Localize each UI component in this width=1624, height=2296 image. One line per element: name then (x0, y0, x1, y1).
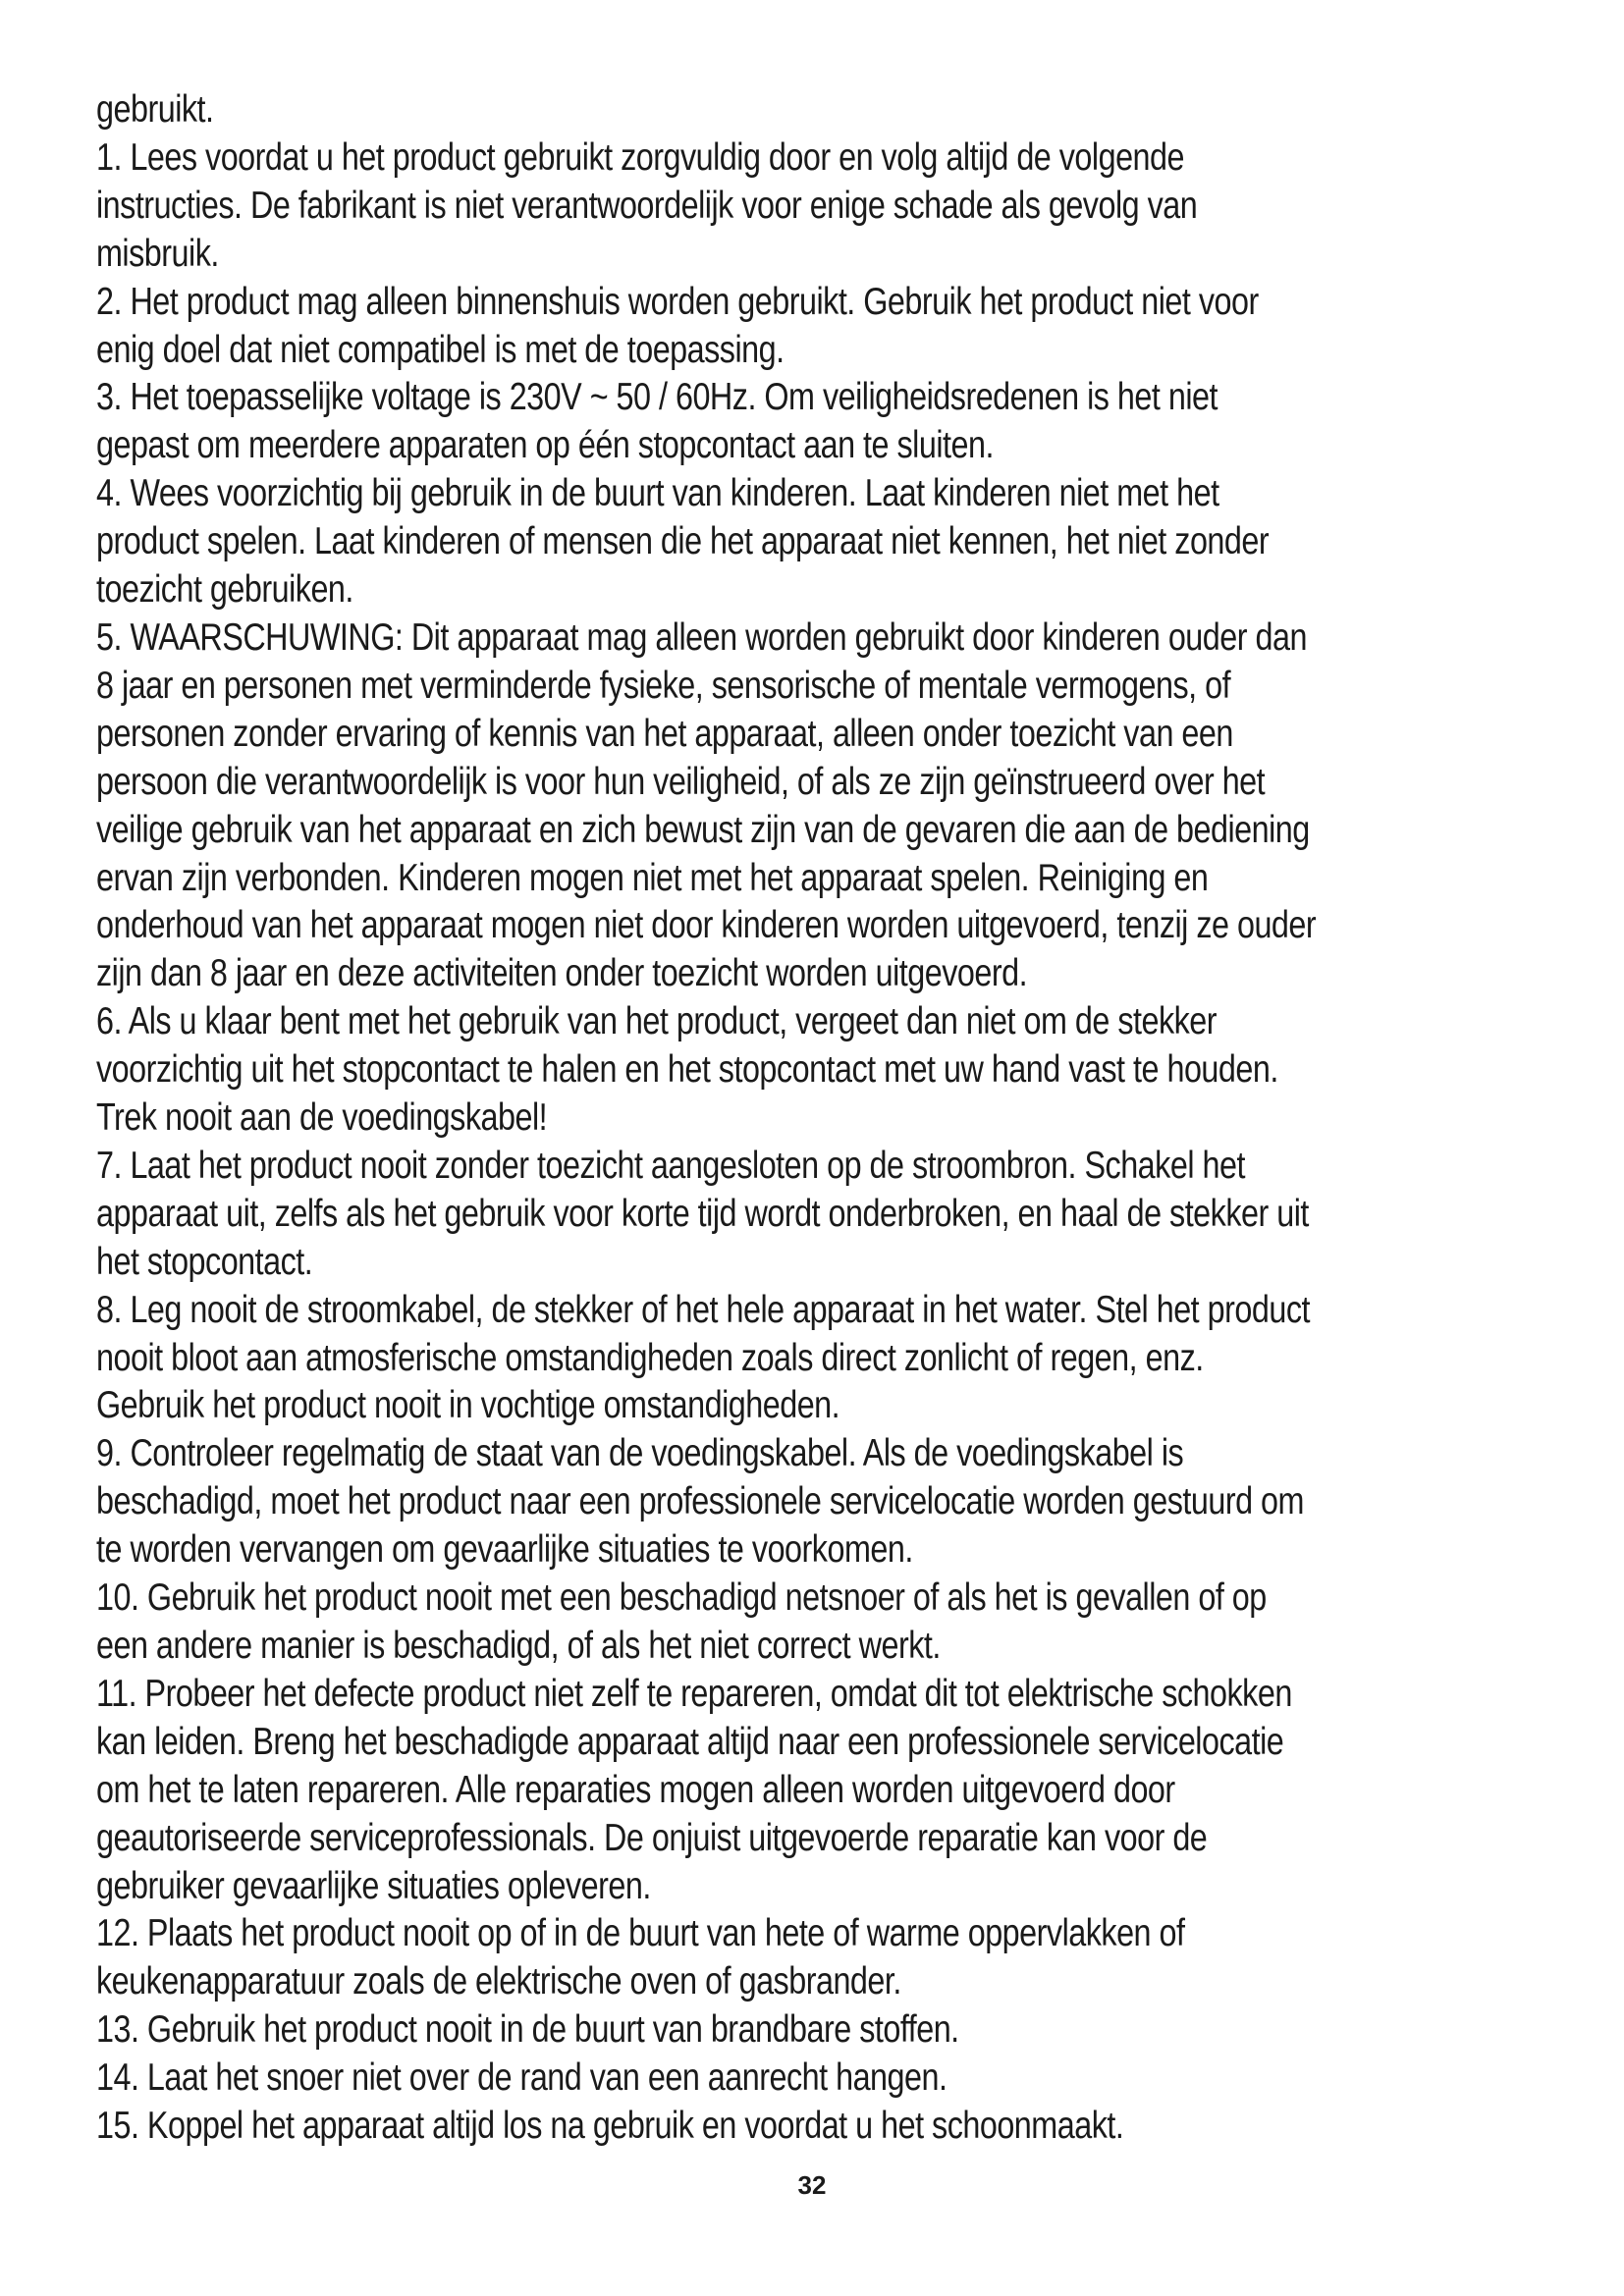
instruction-item-7: 7. Laat het product nooit zonder toezicht aangesloten op de stroombron. Schakel het apparaat uit, zelfs als het gebruik voor korte tijd wordt onderbroken, en haal de stekker uit het stopcontact. (96, 1144, 1309, 1283)
instruction-item-15: 15. Koppel het apparaat altijd los na gebruik en voordat u het schoonmaakt. (96, 2105, 1124, 2148)
instruction-item-6: 6. Als u klaar bent met het gebruik van het product, vergeet dan niet om de stekker voorzichtig uit het stopcontact te halen en het stopcontact met uw hand vast te houden. Trek nooit aan de voedingskabel! (96, 1000, 1278, 1140)
instruction-item-3: 3. Het toepasselijke voltage is 230V ~ 50 / 60Hz. Om veiligheidsredenen is het niet gepast om meerdere apparaten op één stopcontact aan te sluiten. (96, 376, 1218, 467)
instruction-item-4: 4. Wees voorzichtig bij gebruik in de buurt van kinderen. Laat kinderen niet met het product spelen. Laat kinderen of mensen die het apparaat niet kennen, het niet zonder toezicht gebruiken. (96, 472, 1270, 612)
lead-text: gebruikt. (96, 88, 214, 131)
instruction-item-10: 10. Gebruik het product nooit met een beschadigd netsnoer of als het is gevallen of op een andere manier is beschadigd, of als het niet correct werkt. (96, 1576, 1267, 1667)
instruction-item-14: 14. Laat het snoer niet over de rand van een aanrecht hangen. (96, 2056, 947, 2100)
instruction-item-2: 2. Het product mag alleen binnenshuis worden gebruikt. Gebruik het product niet voor enig doel dat niet compatibel is met de toepassing. (96, 280, 1259, 371)
instruction-item-12: 12. Plaats het product nooit op of in de buurt van hete of warme oppervlakken of keukenapparatuur zoals de elektrische oven of gasbrander. (96, 1912, 1185, 2003)
page-number: 32 (797, 2170, 827, 2200)
document-body (96, 86, 1317, 2151)
instruction-item-5: 5. WAARSCHUWING: Dit apparaat mag alleen worden gebruikt door kinderen ouder dan 8 jaar en personen met verminderde fysieke, sensorische of mentale vermogens, of personen zonder ervaring of kennis van het apparaat, alleen onder toezicht van een persoon die verantwoordelijk is voor hun veiligheid, of als ze zijn geïnstrueerd over het veilige gebruik van het apparaat en zich bewust zijn van de gevaren die aan de bediening ervan zijn verbonden. Kinderen mogen niet met het apparaat spelen. Reiniging en onderhoud van het apparaat mogen niet door kinderen worden uitgevoerd, tenzij ze ouder zijn dan 8 jaar en deze activiteiten onder toezicht worden uitgevoerd. (96, 615, 1317, 995)
instruction-item-11: 11. Probeer het defecte product niet zelf te repareren, omdat dit tot elektrische schokken kan leiden. Breng het beschadigde apparaat altijd naar een professionele servicelocatie om het te laten repareren. Alle reparaties mogen alleen worden uitgevoerd door geautoriseerde serviceprofessionals. De onjuist uitgevoerde reparatie kan voor de gebruiker gevaarlijke situaties opleveren. (96, 1672, 1292, 1907)
instruction-item-9: 9. Controleer regelmatig de staat van de voedingskabel. Als de voedingskabel is beschadigd, moet het product naar een professionele servicelocatie worden gestuurd om te worden vervangen om gevaarlijke situaties te voorkomen. (96, 1432, 1304, 1572)
instruction-item-8: 8. Leg nooit de stroomkabel, de stekker of het hele apparaat in het water. Stel het product nooit bloot aan atmosferische omstandigheden zoals direct zonlicht of regen, enz. Gebruik het product nooit in vochtige omstandigheden. (96, 1288, 1310, 1427)
instruction-item-1: 1. Lees voordat u het product gebruikt zorgvuldig door en volg altijd de volgende instructies. De fabrikant is niet verantwoordelijk voor enige schade als gevolg van misbruik. (96, 135, 1198, 275)
instruction-item-13: 13. Gebruik het product nooit in de buurt van brandbare stoffen. (96, 2008, 959, 2052)
